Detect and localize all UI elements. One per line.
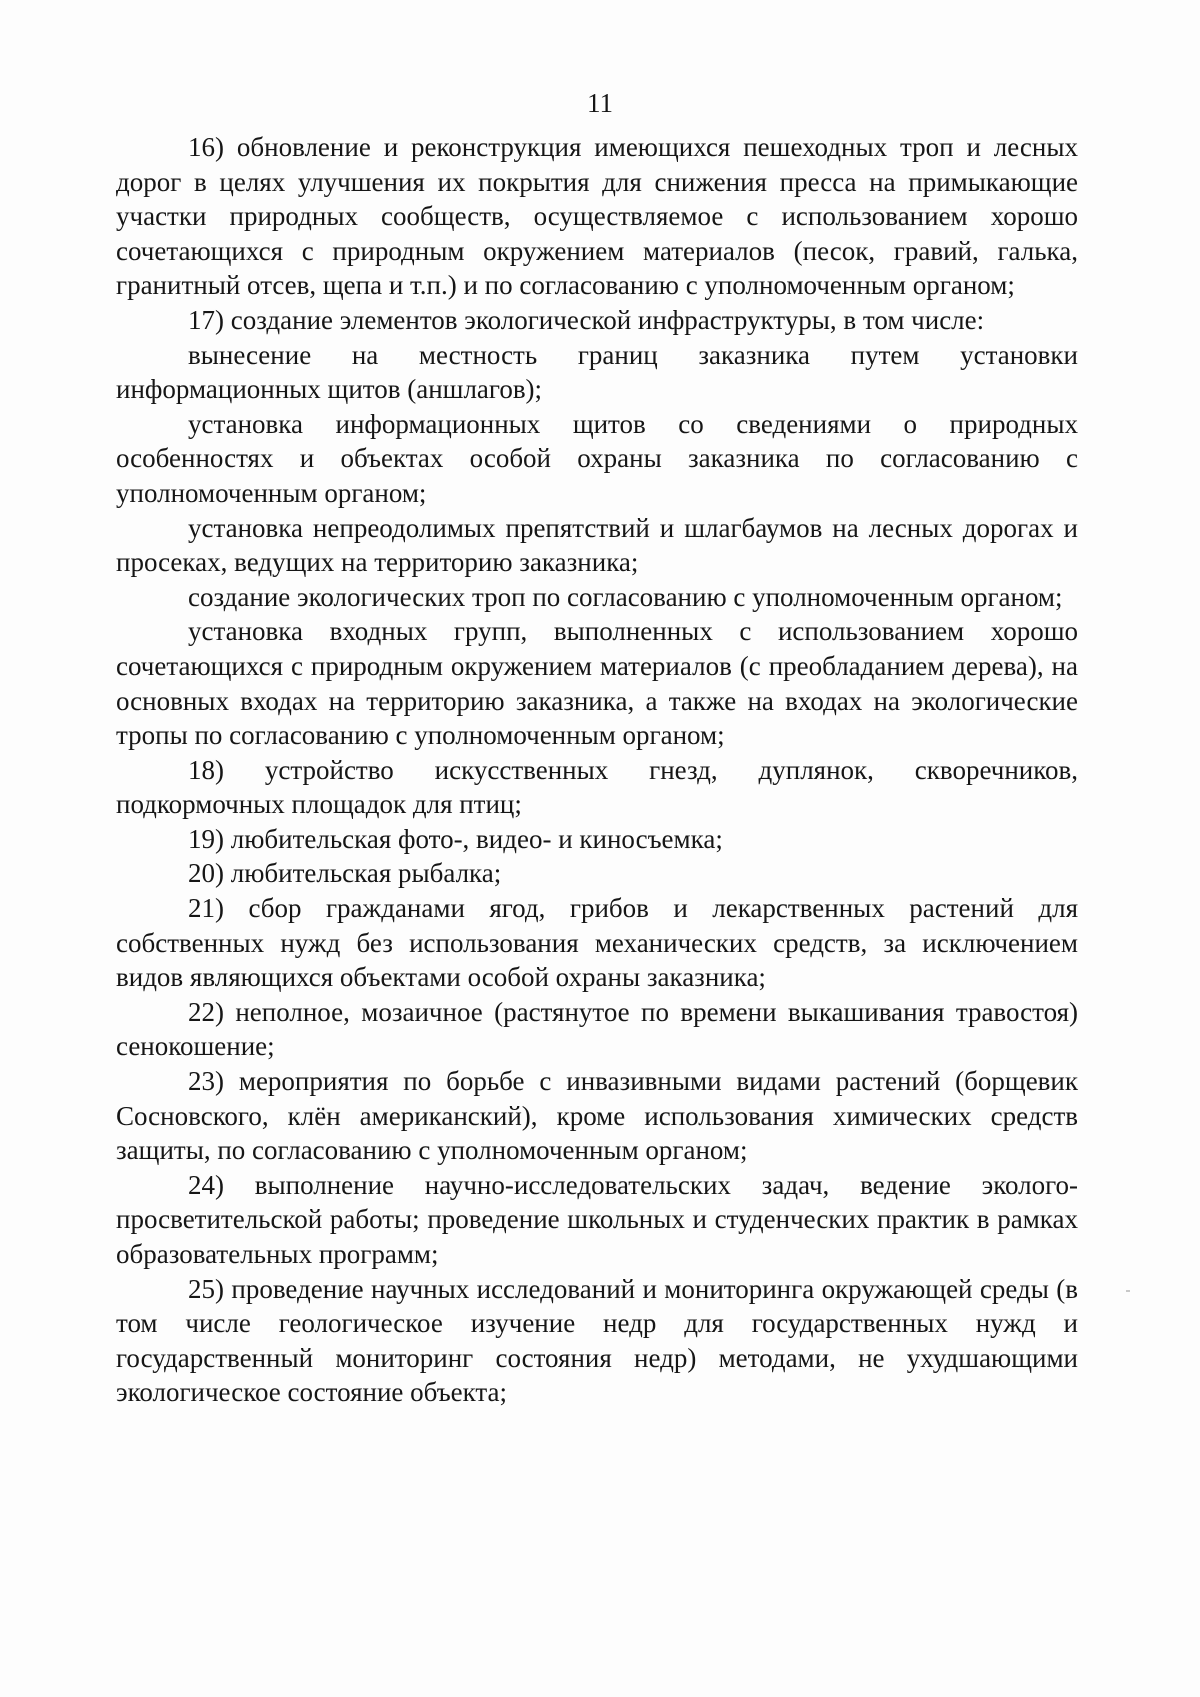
paragraph-eco-trails: создание экологических троп по согласованию с уполномоченным органом;: [188, 581, 1063, 612]
document-body: [116, 130, 1078, 1410]
scan-speck: [1126, 1290, 1130, 1292]
paragraph-info-boards: установка информационных щитов со сведениями о природных особенностях и объектах особой охраны заказника по согласованию с уполномоченным органом;: [116, 408, 1078, 508]
paragraph-item-25: 25) проведение научных исследований и мониторинга окружающей среды (в том числе геологическое изучение недр для государственных нужд и государственный мониторинг состояния недр) методами, не ухудшающими экологическое состояние объекта;: [116, 1273, 1078, 1408]
page-number: 11: [587, 88, 613, 118]
paragraph-item-20: 20) любительская рыбалка;: [188, 858, 502, 889]
paragraph-item-19: 19) любительская фото-, видео- и киносъемка;: [188, 823, 723, 854]
paragraph-item-16: 16) обновление и реконструкция имеющихся пешеходных троп и лесных дорог в целях улучшения их покрытия для снижения пресса на примыкающие участки природных сообществ, осуществляемое с использованием хорошо сочетающихся с природным окружением материалов (песок, гравий, галька, гранитный отсев, щепа и т.п.) и по согласованию с уполномоченным органом;: [116, 132, 1078, 301]
paragraph-item-24: 24) выполнение научно-исследовательских задач, ведение эколого-просветительской работы; проведение школьных и студенческих практик в рамках образовательных программ;: [116, 1169, 1078, 1269]
paragraph-barriers: установка непреодолимых препятствий и шлагбаумов на лесных дорогах и просеках, ведущих на территорию заказника;: [116, 512, 1078, 578]
paragraph-item-21: 21) сбор гражданами ягод, грибов и лекарственных растений для собственных нужд без использования механических средств, за исключением видов являющихся объектами особой охраны заказника;: [116, 893, 1078, 993]
paragraph-entrance-groups: установка входных групп, выполненных с использованием хорошо сочетающихся с природным окружением материалов (с преобладанием дерева), на основных входах на территорию заказника, а также на входах на экологические тропы по согласованию с уполномоченным органом;: [116, 616, 1078, 751]
paragraph-item-17: 17) создание элементов экологической инфраструктуры, в том числе:: [188, 304, 985, 335]
paragraph-item-23: 23) мероприятия по борьбе с инвазивными видами растений (борщевик Сосновского, клён американский), кроме использования химических средств защиты, по согласованию с уполномоченным органом;: [116, 1066, 1078, 1166]
paragraph-item-22: 22) неполное, мозаичное (растянутое по времени выкашивания травостоя) сенокошение;: [116, 996, 1078, 1062]
paragraph-item-18: 18) устройство искусственных гнезд, дуплянок, скворечников, подкормочных площадок для птиц;: [116, 754, 1078, 820]
paragraph-boundary-signs: вынесение на местность границ заказника путем установки информационных щитов (аншлагов);: [116, 339, 1078, 405]
